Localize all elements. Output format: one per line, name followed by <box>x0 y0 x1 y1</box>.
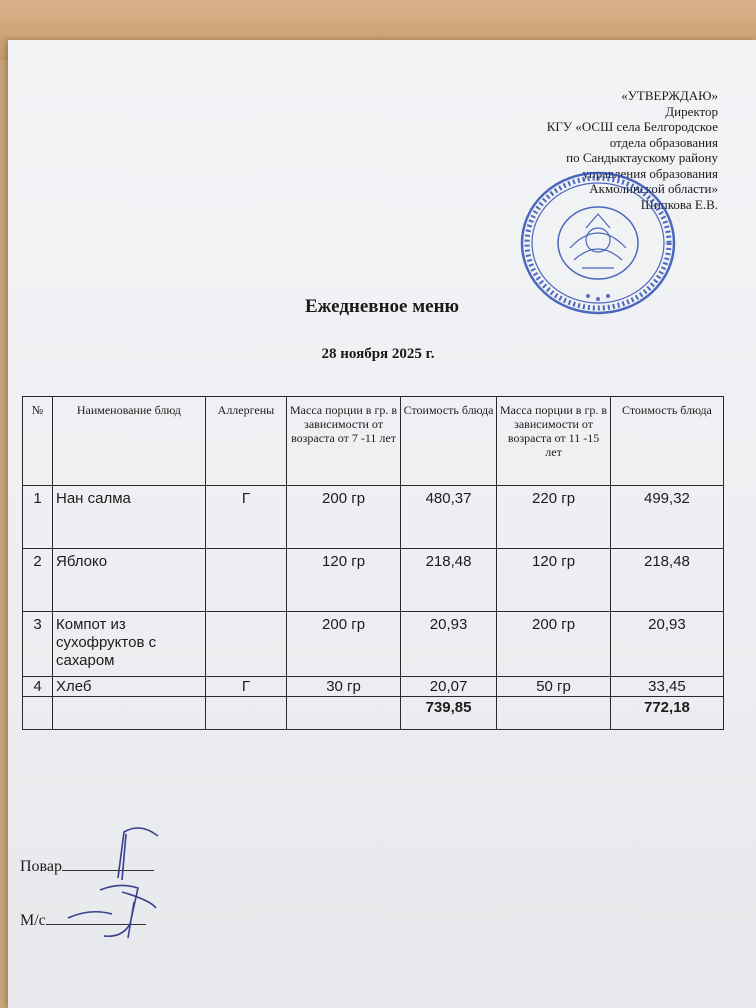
header-number: № <box>23 397 53 486</box>
empty-cell <box>287 697 401 730</box>
document-date: 28 ноября 2025 г. <box>321 346 435 362</box>
portion-7-11: 200 гр <box>287 612 401 677</box>
approval-line: Шипкова Е.В. <box>640 196 718 212</box>
table-row <box>23 677 724 697</box>
menu-table <box>22 396 724 730</box>
header-cost-11-15: Стоимость блюда <box>610 397 723 486</box>
nurse-signature-icon <box>60 878 170 948</box>
nurse-label: М/с <box>20 912 46 929</box>
approval-line: КГУ «ОСШ села Белгородское <box>546 119 718 134</box>
total-cost-7-11: 739,85 <box>400 697 496 730</box>
document-title: Ежедневное меню <box>304 296 460 317</box>
totals-row <box>23 697 724 730</box>
dish-name: Яблоко <box>52 549 205 612</box>
header-cost-7-11: Стоимость блюда <box>400 397 496 486</box>
row-number: 1 <box>23 486 53 549</box>
portion-11-15: 50 гр <box>497 677 611 697</box>
cook-label: Повар <box>20 858 62 875</box>
dish-name: Хлеб <box>52 677 205 697</box>
dish-name: Компот из сухофруктов с сахаром <box>52 612 205 677</box>
cost-11-15: 499,32 <box>610 486 723 549</box>
total-cost-11-15: 772,18 <box>610 697 723 730</box>
row-number: 2 <box>23 549 53 612</box>
portion-11-15: 120 гр <box>497 549 611 612</box>
approval-line: Директор <box>665 103 718 119</box>
portion-7-11: 120 гр <box>287 549 401 612</box>
allergen: Г <box>205 677 287 697</box>
allergen: Г <box>205 486 287 549</box>
approval-line: «УТВЕРЖДАЮ» <box>621 88 718 103</box>
allergen <box>205 549 287 612</box>
table-header-row <box>23 397 724 486</box>
approval-line: управления образования <box>582 165 718 181</box>
allergen <box>205 612 287 677</box>
table-row <box>23 612 724 677</box>
row-number: 4 <box>23 677 53 697</box>
portion-11-15: 220 гр <box>497 486 611 549</box>
empty-cell <box>52 697 205 730</box>
header-portion-7-11: Масса порции в гр. в зависимости от возраста от 7 -11 лет <box>287 397 401 486</box>
row-number: 3 <box>23 612 53 677</box>
cost-7-11: 20,07 <box>400 677 496 697</box>
portion-7-11: 200 гр <box>287 486 401 549</box>
approval-line: Акмолинской области» <box>589 181 718 196</box>
cost-7-11: 20,93 <box>400 612 496 677</box>
cost-7-11: 218,48 <box>400 549 496 612</box>
empty-cell <box>205 697 287 730</box>
cost-11-15: 218,48 <box>610 549 723 612</box>
header-dish-name: Наименование блюд <box>52 397 205 486</box>
table-row <box>23 549 724 612</box>
cost-7-11: 480,37 <box>400 486 496 549</box>
document-page <box>8 40 756 1008</box>
portion-7-11: 30 гр <box>287 677 401 697</box>
table-row <box>23 486 724 549</box>
header-portion-11-15: Масса порции в гр. в зависимости от возраста от 11 -15 лет <box>497 397 611 486</box>
dish-name: Нан салма <box>52 486 205 549</box>
cost-11-15: 33,45 <box>610 677 723 697</box>
empty-cell <box>23 697 53 730</box>
empty-cell <box>497 697 611 730</box>
cost-11-15: 20,93 <box>610 612 723 677</box>
approval-line: отдела образования <box>609 134 718 150</box>
portion-11-15: 200 гр <box>497 612 611 677</box>
approval-line: по Сандыктаускому району <box>566 150 718 165</box>
header-allergens: Аллергены <box>205 397 287 486</box>
cook-signature-icon <box>88 826 168 886</box>
